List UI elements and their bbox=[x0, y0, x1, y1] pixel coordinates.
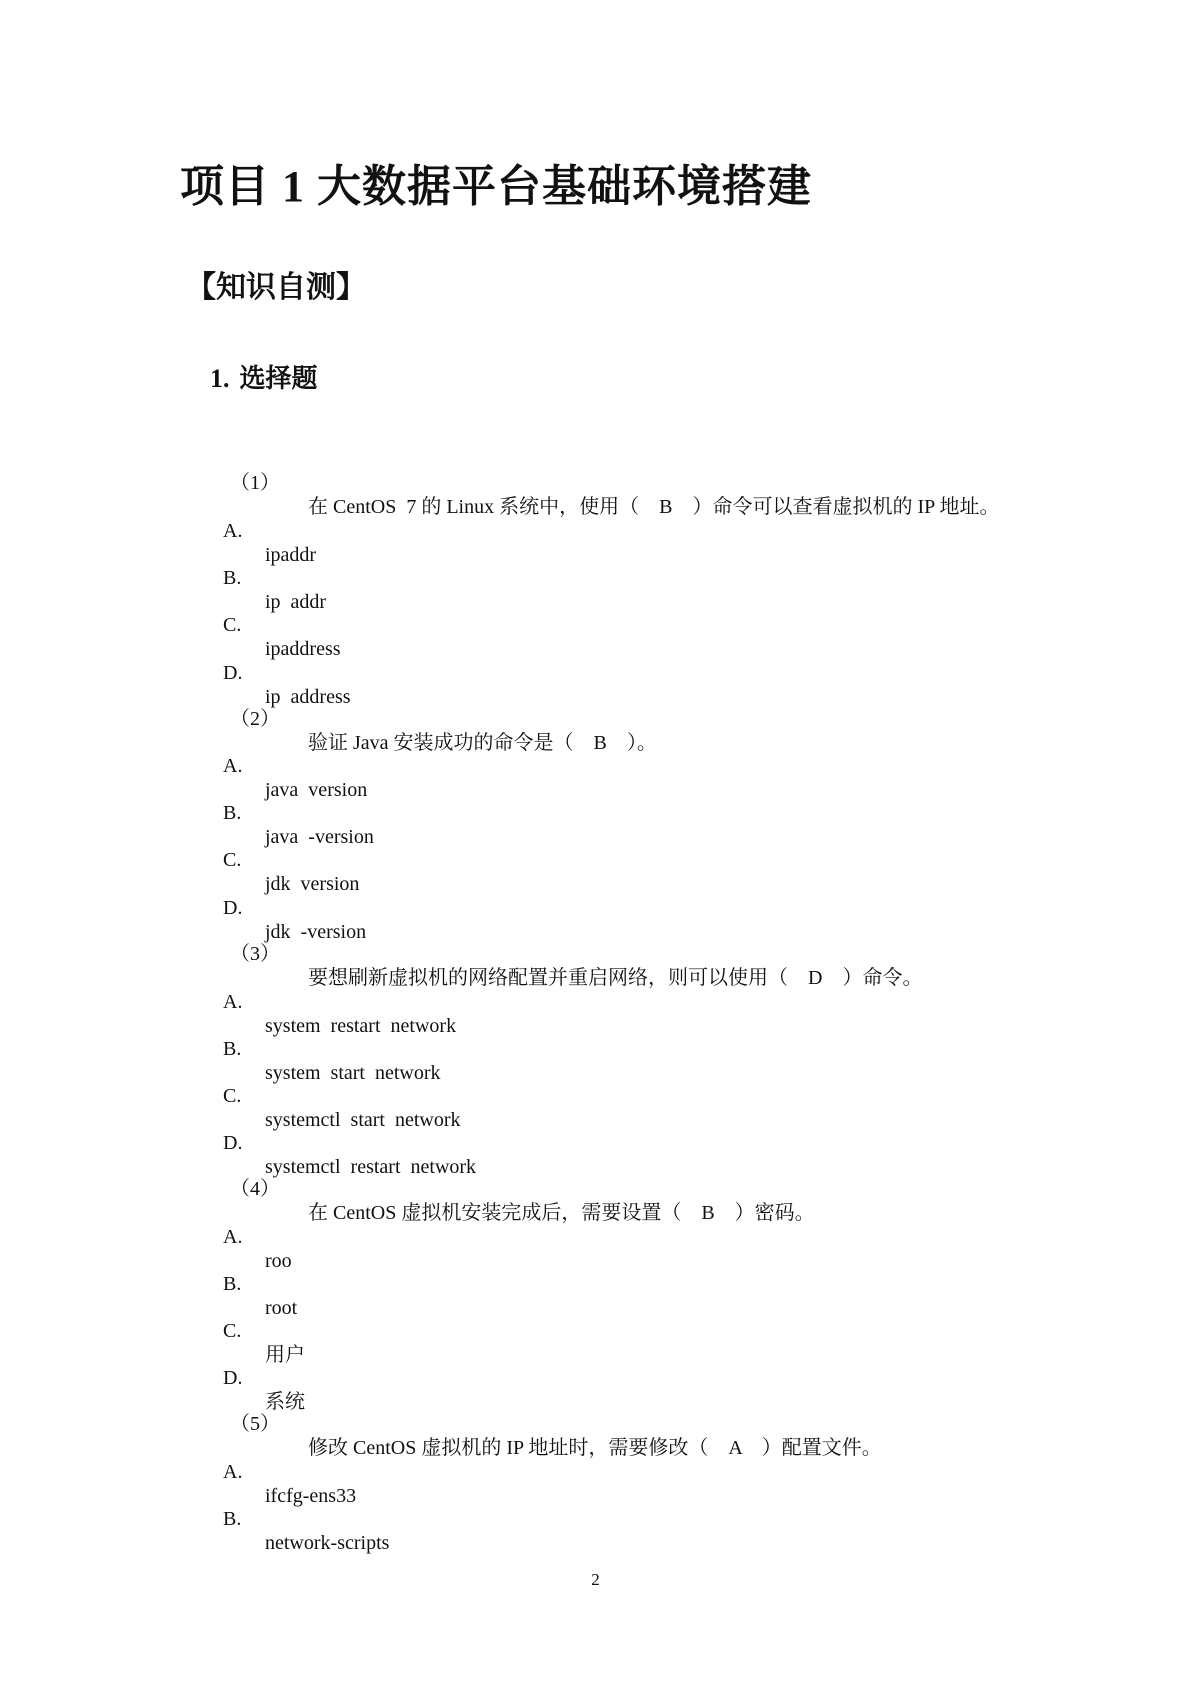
page-title: 项目 1 大数据平台基础环境搭建 bbox=[180, 162, 812, 211]
option-letter: D. bbox=[223, 1367, 243, 1389]
option-letter: A. bbox=[223, 520, 243, 542]
question-text: 修改 CentOS 虚拟机的 IP 地址时，需要修改（ A ）配置文件。 bbox=[308, 1437, 882, 1459]
option-letter: D. bbox=[223, 662, 243, 684]
option-text: ip addr bbox=[265, 591, 327, 613]
question-text: 在 CentOS 虚拟机安装完成后，需要设置（ B ）密码。 bbox=[308, 1202, 815, 1224]
question-number: （1） bbox=[230, 472, 280, 494]
question-number: （5） bbox=[230, 1413, 280, 1435]
question-text: 在 CentOS 7 的 Linux 系统中，使用（ B ）命令可以查看虚拟机的 IP 地址。 bbox=[308, 496, 1000, 518]
option-letter: A. bbox=[223, 991, 243, 1013]
option-letter: B. bbox=[223, 1508, 242, 1530]
option-text: ipaddress bbox=[265, 638, 341, 660]
question-text: 要想刷新虚拟机的网络配置并重启网络，则可以使用（ D ）命令。 bbox=[308, 967, 923, 989]
question-number: （2） bbox=[230, 708, 280, 730]
subsection-label: 选择题 bbox=[239, 364, 318, 393]
option-text: network-scripts bbox=[265, 1532, 390, 1554]
option-letter: B. bbox=[223, 1038, 242, 1060]
option-letter: D. bbox=[223, 1132, 243, 1154]
section-heading: 【知识自测】 bbox=[186, 271, 366, 304]
subsection-heading bbox=[210, 358, 318, 395]
option-letter: A. bbox=[223, 1461, 243, 1483]
option-text: systemctl start network bbox=[265, 1109, 461, 1131]
option-letter: C. bbox=[223, 614, 242, 636]
option-text: ipaddr bbox=[265, 544, 317, 566]
option-text: java -version bbox=[265, 826, 374, 848]
option-text: 系统 bbox=[265, 1391, 305, 1413]
question-number: （4） bbox=[230, 1178, 280, 1200]
subsection-number: 1. bbox=[210, 364, 230, 393]
option-text: 用户 bbox=[265, 1344, 305, 1366]
option-text: system start network bbox=[265, 1062, 441, 1084]
option-letter: B. bbox=[223, 1273, 242, 1295]
option-letter: B. bbox=[223, 567, 242, 589]
option-text: jdk version bbox=[265, 873, 360, 895]
option-letter: C. bbox=[223, 1320, 242, 1342]
option-text: roo bbox=[265, 1250, 292, 1272]
option-text: java version bbox=[265, 779, 368, 801]
option-text: systemctl restart network bbox=[265, 1156, 477, 1178]
option-text: root bbox=[265, 1297, 298, 1319]
option-text: jdk -version bbox=[265, 921, 367, 943]
option-letter: C. bbox=[223, 1085, 242, 1107]
question-text: 验证 Java 安装成功的命令是（ B ）。 bbox=[308, 732, 657, 754]
page-number: 2 bbox=[591, 1570, 600, 1589]
option-letter: C. bbox=[223, 849, 242, 871]
option-letter: B. bbox=[223, 802, 242, 824]
option-text: ip address bbox=[265, 686, 351, 708]
option-letter: D. bbox=[223, 897, 243, 919]
question-number: （3） bbox=[230, 943, 280, 965]
option-letter: A. bbox=[223, 1226, 243, 1248]
option-text: system restart network bbox=[265, 1015, 457, 1037]
option-text: ifcfg-ens33 bbox=[265, 1485, 357, 1507]
option-letter: A. bbox=[223, 755, 243, 777]
